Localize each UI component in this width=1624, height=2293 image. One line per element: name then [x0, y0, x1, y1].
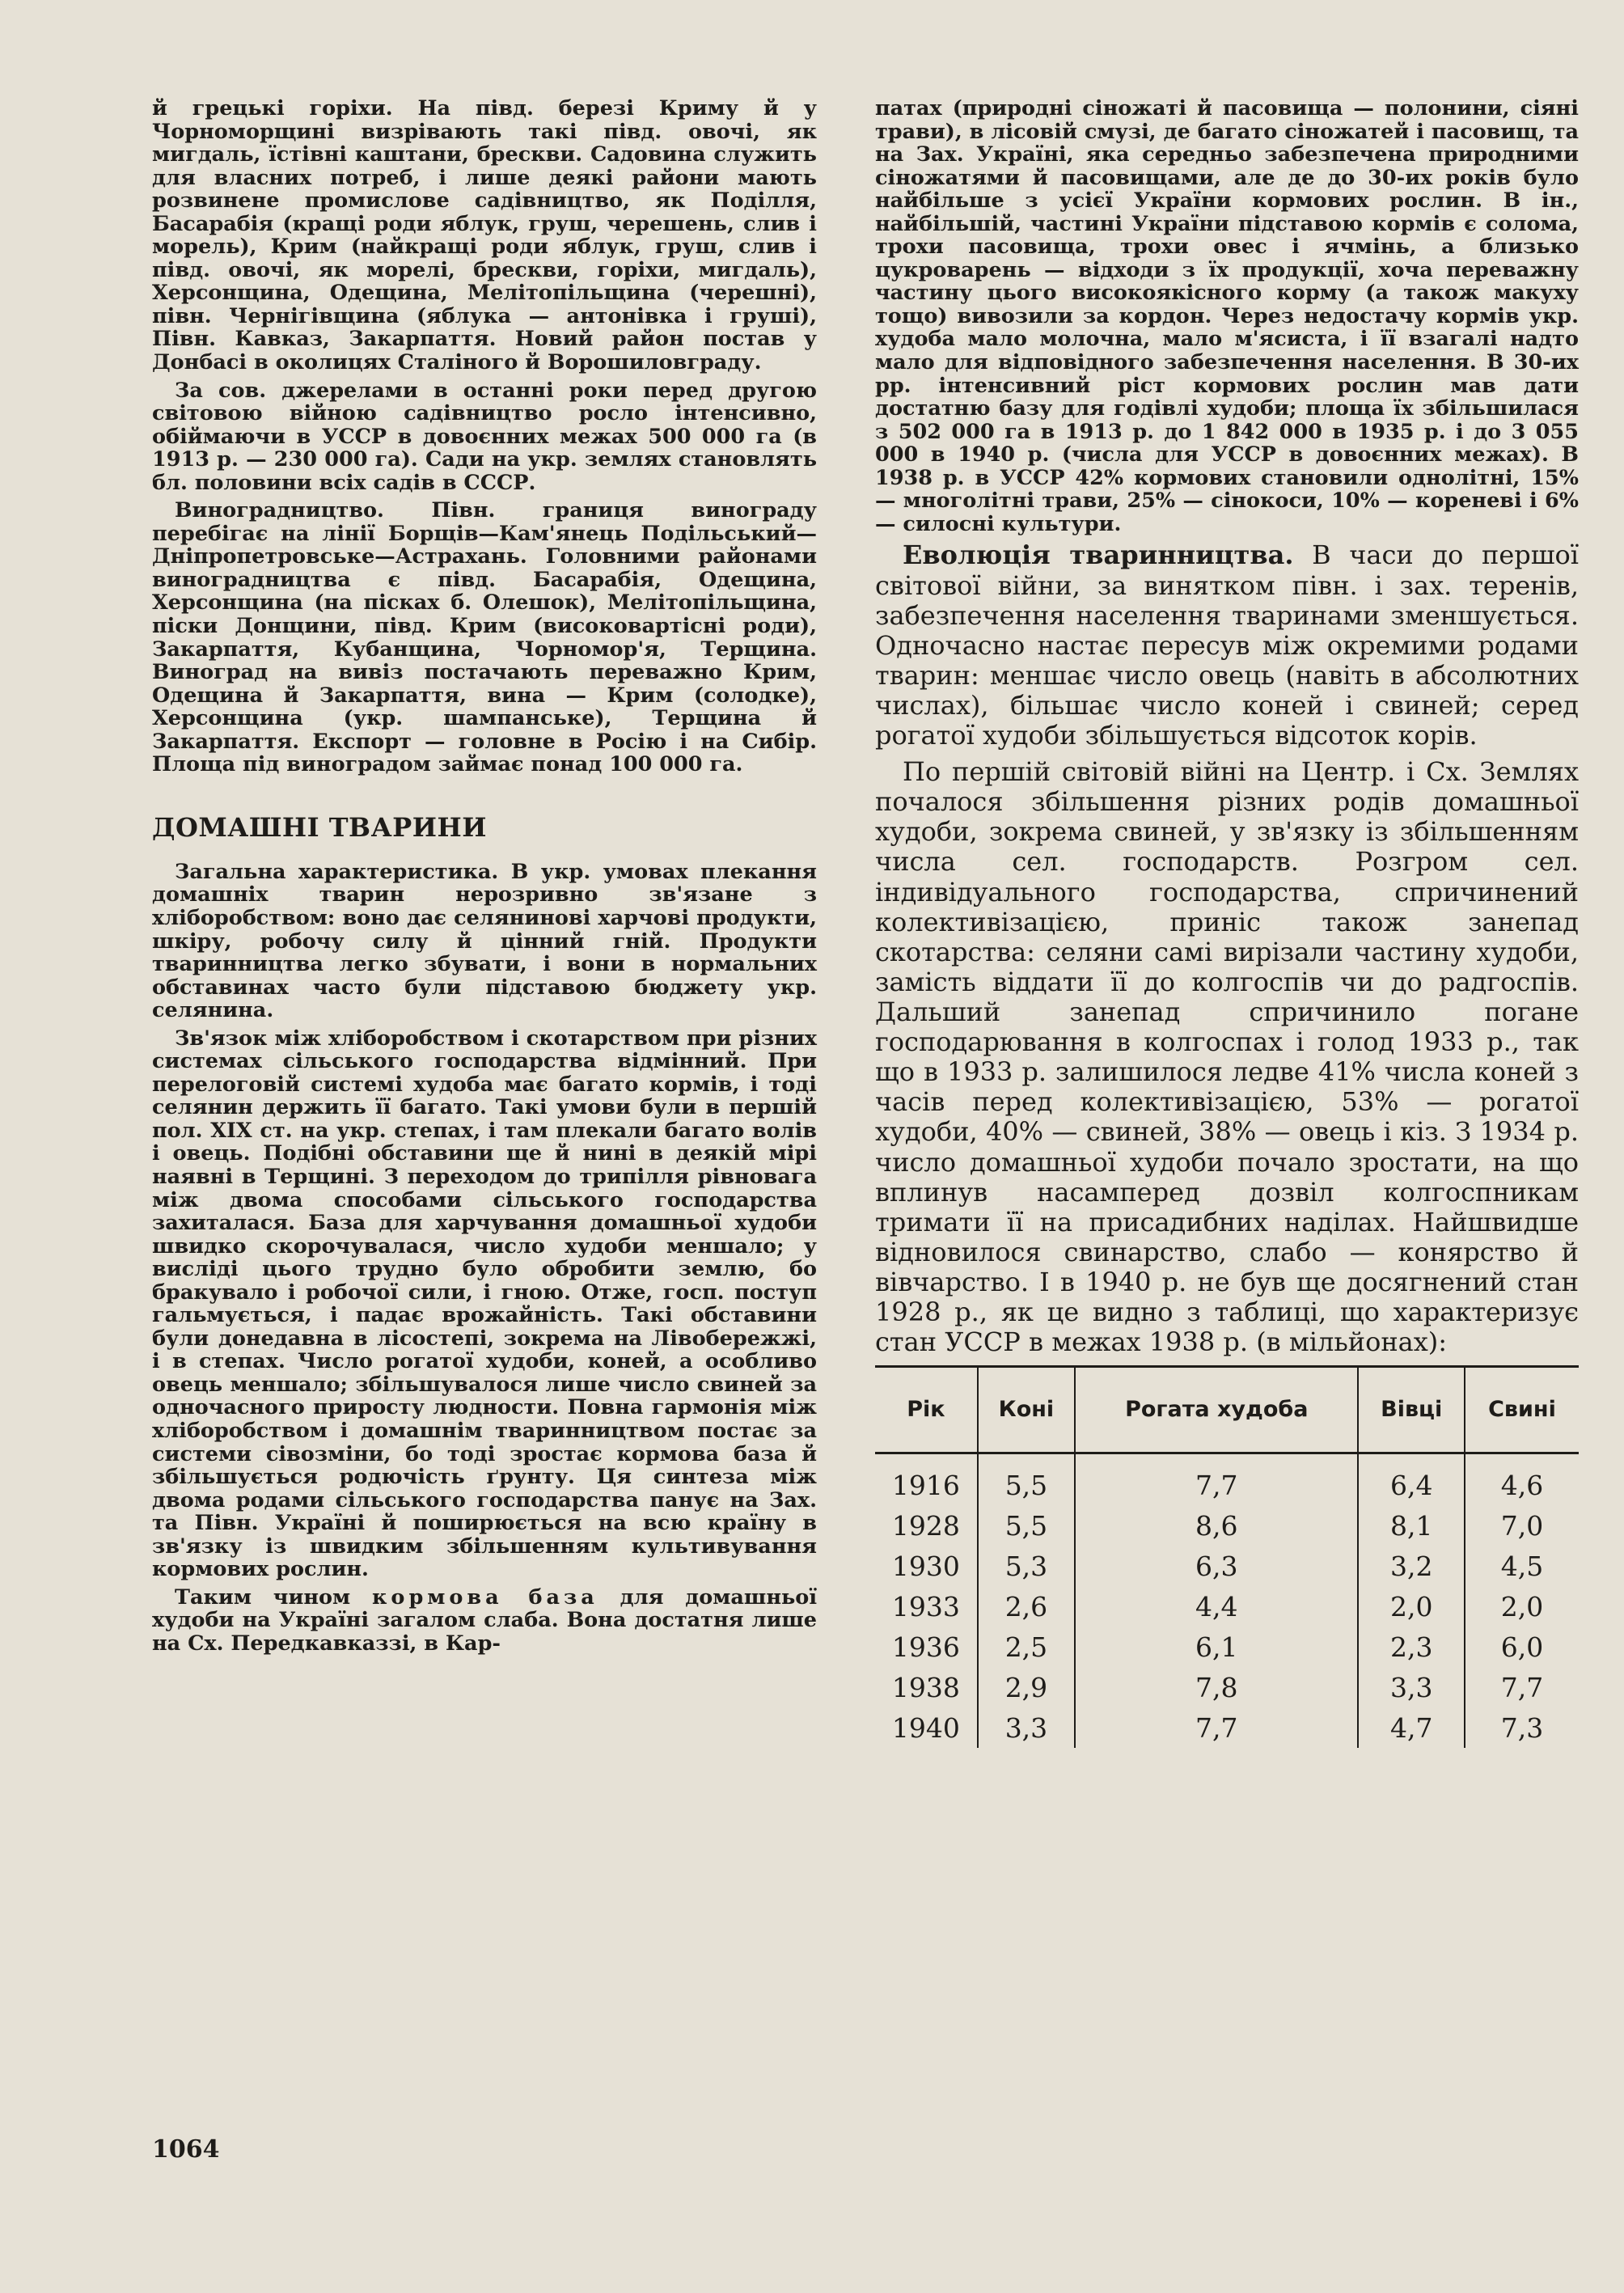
table-cell: 2,9: [978, 1667, 1075, 1707]
table-cell: 2,0: [1358, 1586, 1464, 1627]
table-cell: 3,3: [1358, 1667, 1464, 1707]
table-cell: 1940: [891, 1711, 960, 1744]
section-heading: ДОМАШНІ ТВАРИНИ: [152, 811, 487, 843]
table-cell: 4,5: [1465, 1546, 1579, 1586]
paragraph-lead: Виноградництво.: [175, 498, 384, 523]
table-header: Вівці: [1358, 1367, 1464, 1453]
table-cell: 7,0: [1465, 1505, 1579, 1546]
table-cell: 6,1: [1075, 1627, 1358, 1667]
paragraph: [875, 540, 1579, 751]
table-row: [875, 1453, 1579, 1506]
table-cell: 1938: [891, 1671, 960, 1703]
paragraph: За сов. джерелами в останні роки перед другою світовою війною садівництво росло інтенсивно, обіймаючи в УССР в довоєнних межах 500 000 га (в 1913 р. — 230 000 га). Сади на укр. землях становлять бл. половини всіх садів в СССР.: [152, 378, 817, 495]
table-header: Свині: [1465, 1367, 1579, 1453]
table-cell: 5,3: [978, 1546, 1075, 1586]
paragraph: патах (природні сіножаті й пасовища — полонини, сіяні трави), в лісовій смузі, де багато сіножатей і пасовищ, та на Зах. Україні, яка середньо забезпечена природними сіножатями й пасовищами, але де до 30-их років було найбільше з усієї України кормових рослин. В ін., найбільшій, частині України підставою кормів є солома, трохи пасовища, трохи овес і ячмінь, а близько цукроварень — відходи з їх продукції, хоча переважну частину цього високоякісного корму (а також макуху тощо) вивозили за кордон. Через недостачу кормів укр. худоба мало молочна, мало м'ясиста, і її взагалі надто мало для відповідного забезпечення населення. В 30-их рр. інтенсивний ріст кормових рослин мав дати достатню базу для годівлі худоби; площа їх збільшилася з 502 000 га в 1913 р. до 1 842 000 в 1935 р. і до 3 055 000 в 1940 р. (числа для УССР в довоєнних межах). В 1938 р. в УССР 42% кормових становили однолітні, 15% — многолітні трави, 25% — сінокоси, 10% — кореневі і 6% — силосні культури.: [875, 96, 1579, 536]
right-large-text: [875, 540, 1579, 1357]
spaced-emphasis: кормова база: [372, 1584, 598, 1610]
table-cell: 6,4: [1358, 1453, 1464, 1506]
table-cell: 3,3: [978, 1707, 1075, 1748]
table-cell: 7,8: [1075, 1667, 1358, 1707]
table-cell: 1928: [891, 1509, 960, 1542]
paragraph: й грецькі горіхи. На півд. березі Криму й у Чорноморщині визрівають такі півд. овочі, як мигдаль, їстівні каштани, брескви. Садовина служить для власних потреб, і лише деякі райони мають розвинене промислове садівництво, як Поділля, Басарабія (кращі роди яблук, груш, черешень, слив і морель), Крим (найкращі роди яблук, груш, слив і півд. овочі, як морелі, брескви, горіхи, мигдаль), Херсонщина, Одещина, Мелітопільщина (черешні), півн. Чернігівщина (яблука — антонівка і груші), Півн. Кавказ, Закарпаття. Новий район постав у Донбасі в околицях Сталіного й Ворошиловграду.: [152, 96, 817, 375]
table-cell: 2,0: [1465, 1586, 1579, 1627]
table-cell: 7,7: [1075, 1707, 1358, 1748]
table-cell: 4,6: [1465, 1453, 1579, 1506]
paragraph: Зв'язок між хліборобством і скотарством при різних системах сільського господарства відмінний. При перелоговій системі худоба має багато кормів, і тоді селянин держить її багато. Такі умови були в першій пол. XIX ст. на укр. степах, і там плекали багато волів і овець. Подібні обставини ще й нині в деякій мірі наявні в Терщині. З переходом до трипілля рівновага між двома способами сільського господарства захиталася. База для харчування домашньої худоби швидко скорочувалася, число худоби меншало; у висліді цього трудно було обробити землю, бо бракувало і робочої сили, і гною. Отже, госп. поступ гальмується, і падає врожайність. Такі обставини були донедавна в лісостепі, зокрема на Лівобережжі, і в степах. Число рогатої худоби, коней, а особливо овець меншало; збільшувалося лише число свиней за одночасного приросту людности. Повна гармонія між хліборобством і домашнім тваринництвом постає за системи сівозміни, бо тоді зростає кормова база й збільшується родючість ґрунту. Ця синтеза між двома родами сільського господарства панує на Зах. та Півн. Україні й поширюється на всю країну в зв'язку із швидким збільшенням культивування кормових рослин.: [152, 1026, 817, 1582]
table-cell: 8,1: [1358, 1505, 1464, 1546]
table-header-row: [875, 1367, 1579, 1453]
left-column: [152, 97, 817, 1660]
table-cell: 6,0: [1465, 1627, 1579, 1667]
table-row: [875, 1505, 1579, 1546]
table-cell: 7,7: [1075, 1453, 1358, 1506]
table-cell: 5,5: [978, 1505, 1075, 1546]
table-cell: 2,5: [978, 1627, 1075, 1667]
table-cell: 1936: [891, 1631, 960, 1663]
table-cell: 7,7: [1465, 1667, 1579, 1707]
table-cell: 1933: [891, 1590, 960, 1622]
table-row: [875, 1627, 1579, 1667]
table-cell: 5,5: [978, 1453, 1075, 1506]
paragraph-body: Таким чином: [175, 1584, 373, 1610]
paragraph: По першій світовій війні на Центр. і Сх. Землях почалося збільшення різних родів домашньої худоби, зокрема свиней, у зв'язку із збільшенням числа сел. господарств. Розгром сел. індивідуального господарства, спричинений колективізацією, приніс також занепад скотарства: селяни самі вирізали частину худоби, замість віддати її до колгоспів чи до радгоспів. Дальший занепад спричинило погане господарювання в колгоспах і голод 1933 р., так що в 1933 р. залишилося ледве 41% числа коней з часів перед колективізацією, 53% — рогатої худоби, 40% — свиней, 38% — овець і кіз. З 1934 р. число домашньої худоби почало зростати, на що вплинув насамперед дозвіл колгоспникам тримати її на присадибних наділах. Найшвидше відновилося свинарство, слабо — конярство й вівчарство. І в 1940 р. не був ще досягнений стан 1928 р., як це видно з таблиці, що характеризує стан УССР в межах 1938 р. (в мільйонах):: [875, 756, 1579, 1358]
table-cell: 2,3: [1358, 1627, 1464, 1667]
table-row: [875, 1586, 1579, 1627]
table-cell: 3,2: [1358, 1546, 1464, 1586]
table-cell: 2,6: [978, 1586, 1075, 1627]
paragraph-lead: Еволюція тваринництва.: [903, 539, 1294, 571]
paragraph-body: Півн. границя винограду перебігає на лінії Борщів—Кам'янець Подільський—Дніпропетровське—Астрахань. Головними районами виноградництва є півд. Басарабія, Одещина, Херсонщина (на пісках б. Олешок), Мелітопільщина, піски Донщини, півд. Крим (високовартісні роди), Закарпаття, Кубанщина, Чорномор'я, Терщина. Виноград на вивіз постачають переважно Крим, Одещина й Закарпаття, вина — Крим (солодке), Херсонщина (укр. шампанське), Терщина й Закарпаття. Експорт — головне в Росію і на Сибір. Площа під виноградом займає понад 100 000 га.: [152, 498, 817, 777]
table-cell: 6,3: [1075, 1546, 1358, 1586]
table-header: Рік: [907, 1397, 945, 1423]
right-column: [875, 97, 1579, 1748]
table-row: [875, 1546, 1579, 1586]
paragraph-lead: Загальна характеристика.: [175, 859, 499, 884]
paragraph: [152, 499, 817, 776]
table-cell: 4,7: [1358, 1707, 1464, 1748]
livestock-table: [875, 1365, 1579, 1748]
table-cell: 1916: [891, 1469, 960, 1501]
paragraph-body: В часи до першої світової війни, за винятком півн. і зах. теренів, забезпечення населення тваринами зменшується. Одночасно настає пересув між окремими родами тварин: меншає число овець (навіть в абсолютних числах), більшає число коней і свиней; серед рогатої худоби збільшується відсоток корів.: [875, 539, 1580, 751]
table-header: Рогата худоба: [1075, 1367, 1358, 1453]
table-cell: 4,4: [1075, 1586, 1358, 1627]
table-cell: 8,6: [1075, 1505, 1358, 1546]
page-number: 1064: [152, 2135, 220, 2164]
paragraph-body: В укр. умовах плекання домашніх тварин нерозривно зв'язане з хліборобством: воно дає селянинові харчові продукти, шкіру, робочу силу й цінний гній. Продукти тваринництва легко збувати, і вони в нормальних обставинах часто були підставою бюджету укр. селянина.: [152, 859, 817, 1023]
paragraph: [152, 861, 817, 1022]
table-header: Коні: [978, 1367, 1075, 1453]
right-small-text: [875, 97, 1579, 535]
table-cell: 7,3: [1465, 1707, 1579, 1748]
table-row: [875, 1707, 1579, 1748]
paragraph-body: для домашньої худоби на Україні загалом слаба. Вона достатня лише на Сх. Передкавказзі, в Кар-: [152, 1584, 817, 1656]
table-row: [875, 1667, 1579, 1707]
table-cell: 1930: [891, 1550, 960, 1582]
paragraph: [152, 1586, 817, 1656]
